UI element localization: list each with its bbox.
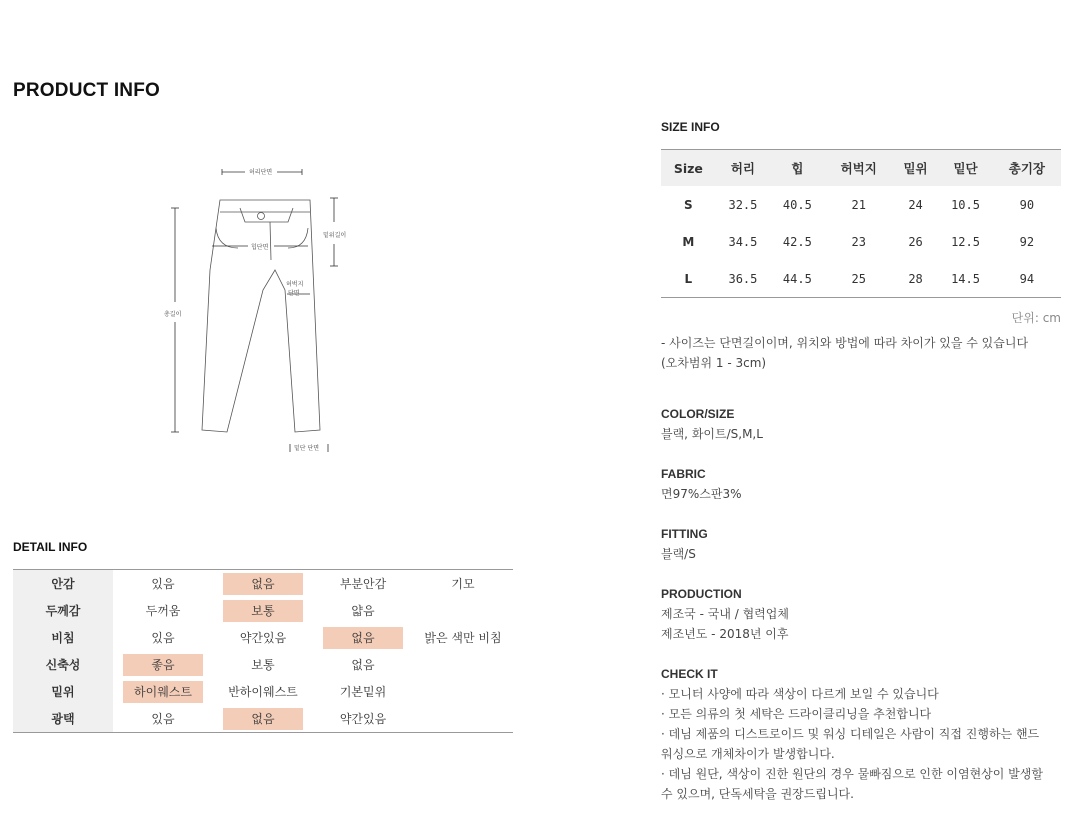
section-line: · 데님 제품의 디스트로이드 및 워싱 디테일은 사람이 직접 진행하는 핸드 (661, 727, 1040, 741)
detail-option-cell (413, 651, 513, 678)
size-value-cell: 36.5 (716, 260, 770, 298)
size-value-cell: 25 (825, 260, 893, 298)
detail-option-cell (413, 678, 513, 705)
size-info-table (661, 149, 1061, 298)
size-header-cell: 힙 (770, 150, 824, 187)
detail-option: 두꺼움 (145, 603, 181, 618)
detail-option-cell (213, 597, 313, 624)
detail-option-cell (213, 678, 313, 705)
detail-option-cell (113, 624, 213, 651)
detail-row (13, 678, 513, 705)
size-value-cell: 92 (1019, 234, 1035, 249)
size-value-cell: 94 (993, 260, 1061, 298)
size-header-cell: Size (661, 150, 716, 187)
detail-option-cell (113, 678, 213, 705)
hip-label: 힙단면 (251, 244, 269, 251)
section-line: 제조국 - 국내 / 협력업체 (661, 607, 789, 621)
detail-option-cell (213, 651, 313, 678)
detail-option-selected: 없음 (323, 627, 403, 649)
size-value-cell: 14.5 (938, 260, 992, 298)
section-line: 면97%스판3% (661, 487, 742, 501)
detail-option-selected: 보통 (223, 600, 303, 622)
size-header-cell: 허벅지 (825, 150, 893, 187)
section-line: · 모니터 사양에 따라 색상이 다르게 보일 수 있습니다 (661, 687, 939, 701)
detail-option-selected: 없음 (223, 573, 303, 595)
detail-option-cell (113, 597, 213, 624)
size-label-cell: S (684, 197, 693, 212)
section-line: 블랙, 화이트/S,M,L (661, 427, 763, 441)
waist-label: 허리단면 (249, 169, 273, 176)
size-value-cell: 10.5 (951, 197, 980, 212)
detail-row-label: 두께감 (13, 597, 113, 624)
section-heading: FITTING (661, 527, 708, 541)
detail-info-title: DETAIL INFO (13, 540, 88, 554)
detail-info-table (13, 569, 513, 733)
size-info-title: SIZE INFO (661, 120, 720, 134)
detail-option-cell (313, 597, 413, 624)
detail-row-label: 밑위 (13, 678, 113, 705)
section-heading: FABRIC (661, 467, 706, 481)
detail-option-cell (313, 624, 413, 651)
detail-option: 부분안감 (339, 576, 387, 591)
detail-option-cell (313, 705, 413, 733)
detail-option: 약간있음 (339, 711, 387, 726)
detail-option: 있음 (151, 630, 175, 645)
thigh-label-2: 단면 (288, 290, 300, 297)
detail-option-selected: 없음 (223, 708, 303, 730)
detail-row (13, 705, 513, 733)
detail-option-selected: 하이웨스트 (123, 681, 203, 703)
detail-row (13, 651, 513, 678)
detail-option: 기본밑위 (339, 684, 387, 699)
detail-row (13, 570, 513, 598)
size-label-cell: M (682, 234, 695, 249)
info-section-color-size (661, 404, 1066, 444)
detail-row-label: 안감 (13, 570, 113, 598)
size-row (661, 223, 1061, 260)
section-heading: PRODUCTION (661, 587, 742, 601)
detail-option-cell (313, 651, 413, 678)
info-section-production (661, 584, 1066, 644)
detail-option-cell (113, 651, 213, 678)
hem-label: 밑단 단면 (294, 445, 320, 452)
size-value-cell: 42.5 (782, 234, 812, 249)
info-section-fitting (661, 524, 1066, 564)
detail-option-cell (413, 570, 513, 598)
detail-option-cell (213, 624, 313, 651)
detail-row-label: 신축성 (13, 651, 113, 678)
section-heading: COLOR/SIZE (661, 407, 735, 421)
size-value-cell: 24 (908, 197, 923, 212)
size-value-cell: 23 (851, 234, 866, 249)
size-value-cell: 21 (851, 197, 866, 212)
detail-option: 반하이웨스트 (228, 684, 298, 699)
size-value-cell: 28 (893, 260, 938, 298)
pants-diagram (150, 160, 360, 460)
size-note-line: (오차범위 1 - 3cm) (661, 356, 767, 370)
detail-row (13, 597, 513, 624)
size-value-cell: 44.5 (770, 260, 824, 298)
section-line: · 모든 의류의 첫 세탁은 드라이클리닝을 추천합니다 (661, 707, 932, 721)
size-row (661, 186, 1061, 223)
detail-option: 약간있음 (239, 630, 287, 645)
section-line: 워싱으로 개체차이가 발생합니다. (661, 747, 835, 761)
rise-label: 밑위길이 (323, 232, 347, 239)
detail-option-cell (413, 705, 513, 733)
detail-option: 있음 (151, 576, 175, 591)
detail-option-cell (413, 597, 513, 624)
length-label: 총길이 (164, 311, 182, 318)
detail-option-cell (213, 705, 313, 733)
thigh-label-1: 허벅지 (286, 281, 304, 288)
detail-row-label: 광택 (13, 705, 113, 733)
size-header-cell: 허리 (716, 150, 770, 187)
detail-option-cell (113, 570, 213, 598)
section-line: · 데님 원단, 색상이 진한 원단의 경우 물빠짐으로 인한 이염현상이 발생할 (661, 767, 1043, 781)
detail-option-cell (313, 570, 413, 598)
size-value-cell: 90 (1019, 197, 1035, 212)
size-header-cell: 밑위 (893, 150, 938, 187)
detail-row-label: 비침 (13, 624, 113, 651)
size-label-cell: L (661, 260, 716, 298)
size-row (661, 260, 1061, 298)
size-header-cell: 총기장 (993, 150, 1061, 187)
size-table-header (661, 150, 1061, 187)
page-title: PRODUCT INFO (13, 80, 161, 101)
size-value-cell: 12.5 (951, 234, 980, 249)
detail-option-cell (313, 678, 413, 705)
detail-option: 얇음 (351, 603, 375, 618)
detail-row (13, 624, 513, 651)
section-line: 블랙/S (661, 547, 696, 561)
info-section-fabric (661, 464, 1066, 504)
size-unit: 단위: cm (1011, 311, 1061, 325)
size-note (661, 333, 1066, 373)
detail-option-cell (213, 570, 313, 598)
size-value-cell: 26 (908, 234, 923, 249)
size-value-cell: 32.5 (728, 197, 758, 212)
detail-option: 있음 (151, 711, 175, 726)
section-heading: CHECK IT (661, 667, 718, 681)
detail-option: 밝은 색만 비침 (424, 630, 502, 645)
detail-option-cell (413, 624, 513, 651)
size-value-cell: 40.5 (782, 197, 812, 212)
detail-option: 보통 (251, 657, 275, 672)
detail-option: 기모 (451, 576, 475, 591)
section-line: 수 있으며, 단독세탁을 권장드립니다. (661, 787, 854, 801)
size-value-cell: 34.5 (728, 234, 758, 249)
info-section-check-it (661, 664, 1066, 804)
detail-option: 없음 (351, 657, 375, 672)
size-header-cell: 밑단 (938, 150, 992, 187)
detail-option-selected: 좋음 (123, 654, 203, 676)
detail-option-cell (113, 705, 213, 733)
section-line: 제조년도 - 2018년 이후 (661, 627, 789, 641)
size-note-line: - 사이즈는 단면길이이며, 위치와 방법에 따라 차이가 있을 수 있습니다 (661, 336, 1029, 350)
